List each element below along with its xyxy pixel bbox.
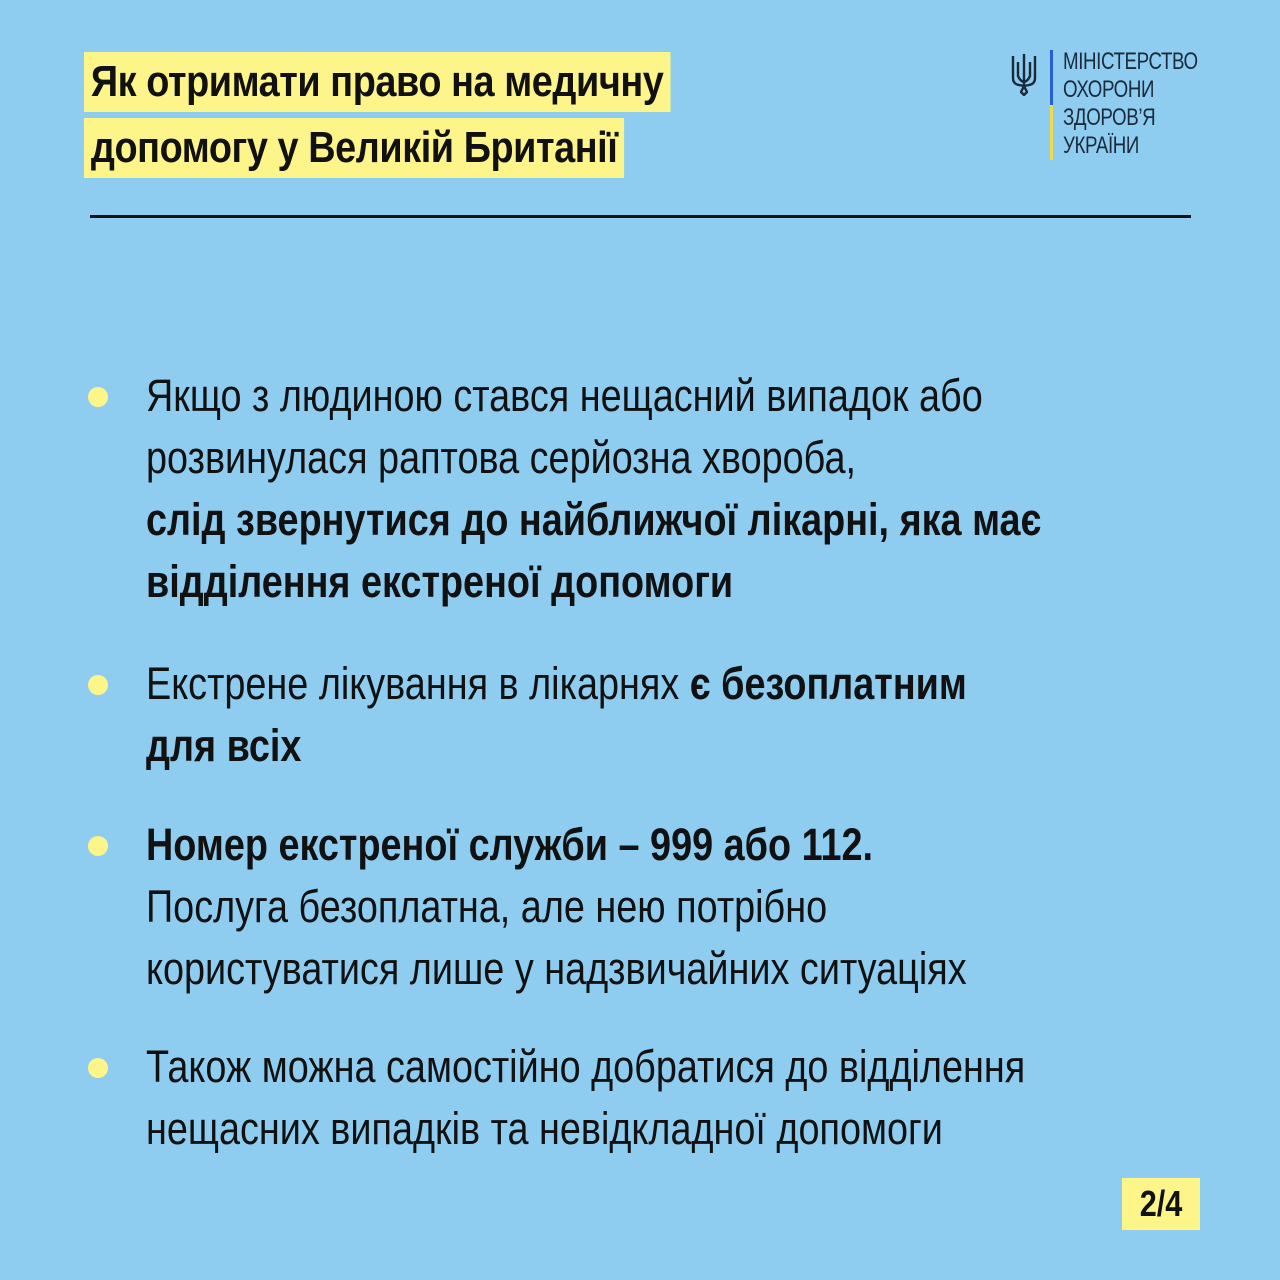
logo-line: УКРАЇНИ bbox=[1063, 132, 1139, 159]
page-indicator bbox=[1122, 1178, 1200, 1230]
trident-icon bbox=[1010, 52, 1038, 96]
bullet-text: розвинулася раптова серйозна хвороба, bbox=[146, 432, 856, 483]
bullet-dot-icon bbox=[88, 1058, 108, 1078]
page-indicator-text: 2/4 bbox=[1139, 1183, 1183, 1224]
bullet-text: Також можна самостійно добратися до відділення bbox=[146, 1041, 1026, 1092]
list-item bbox=[88, 1036, 1193, 1160]
ministry-logo bbox=[1010, 48, 1236, 160]
emergency-number: Номер екстреної служби – 999 або 112. bbox=[146, 819, 874, 870]
bullet-text-bold: для всіх bbox=[146, 720, 302, 771]
list-item bbox=[88, 814, 1123, 1000]
bullet-text: Послуга безоплатна, але нею потрібно bbox=[146, 881, 828, 932]
page-title bbox=[84, 52, 766, 178]
bullet-dot-icon bbox=[88, 675, 108, 695]
logo-line: ЗДОРОВ’Я bbox=[1063, 104, 1156, 131]
title-line-2: допомогу у Великій Британії bbox=[84, 118, 624, 178]
header-divider bbox=[90, 215, 1191, 218]
bullet-text: користуватися лише у надзвичайних ситуаціях bbox=[146, 943, 967, 994]
bullet-text-bold: слід звернутися до найближчої лікарні, яка має bbox=[146, 494, 1042, 545]
title-line-1: Як отримати право на медичну bbox=[84, 52, 670, 112]
list-item bbox=[88, 653, 1123, 777]
flag-bar bbox=[1050, 50, 1053, 160]
bullet-text-bold: відділення екстреної допомоги bbox=[146, 556, 734, 607]
logo-line: ОХОРОНИ bbox=[1063, 76, 1155, 103]
list-item bbox=[88, 365, 1212, 613]
bullet-text-bold: є безоплатним bbox=[689, 658, 967, 709]
ministry-name bbox=[1063, 48, 1198, 160]
logo-line: МІНІСТЕРСТВО bbox=[1063, 48, 1198, 75]
bullet-text: Екстрене лікування в лікарнях bbox=[146, 658, 690, 709]
bullet-dot-icon bbox=[88, 387, 108, 407]
bullet-text: нещасних випадків та невідкладної допомоги bbox=[146, 1103, 943, 1154]
bullet-dot-icon bbox=[88, 836, 108, 856]
bullet-text: Якщо з людиною стався нещасний випадок або bbox=[146, 370, 983, 421]
